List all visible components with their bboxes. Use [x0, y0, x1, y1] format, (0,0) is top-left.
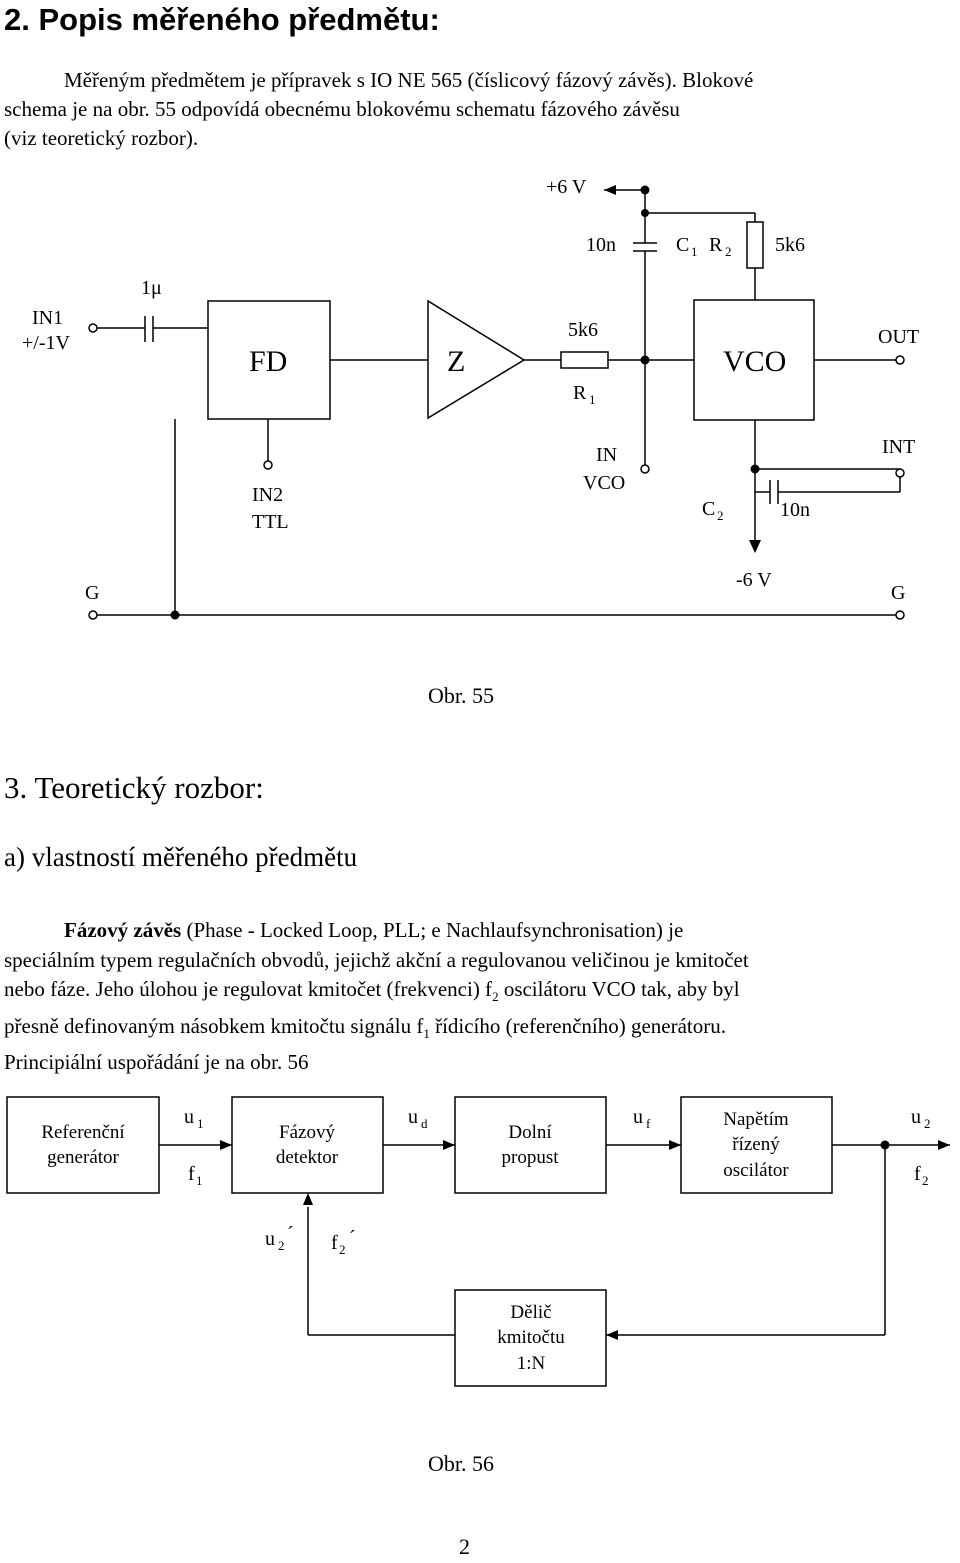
z-block-label: Z [447, 345, 466, 378]
out-label: OUT [878, 326, 920, 348]
c2-value-label: 10n [780, 499, 810, 521]
intro-line: Měřeným předmětem je přípravek s IO NE 565 (číslicový fázový závěs). Blokové [64, 68, 754, 92]
c2-label: C [702, 498, 716, 520]
phase-detector-label: detektor [275, 1147, 339, 1168]
intro-line: (viz teoretický rozbor). [4, 126, 199, 150]
r2-label: R [709, 234, 723, 256]
in1-level-label: +/-1V [22, 332, 70, 354]
figure-caption-55: Obr. 55 [428, 683, 494, 708]
paragraph-text: speciálním typem regulačních obvodů, jejichž akční a regulovanou veličinou je kmitočet [4, 947, 749, 972]
vco-block-label: VCO [723, 345, 787, 378]
paragraph-text: řídicího (referenčního) generátoru. [429, 1013, 727, 1038]
figure-caption-56: Obr. 56 [428, 1451, 494, 1476]
signal-sub: 2 [339, 1242, 346, 1257]
in1-label: IN1 [32, 307, 64, 329]
pll-circuit-schematic [0, 0, 960, 680]
signal-sub: 1 [197, 1116, 204, 1131]
signal-u1: u [184, 1106, 194, 1128]
signal-f2: f [914, 1163, 921, 1185]
paragraph-text: (Phase - Locked Loop, PLL; e Nachlaufsynchronisation) je [181, 918, 684, 942]
supply-pos-label: +6 V [546, 176, 587, 198]
r1-sub: 1 [589, 392, 596, 407]
vco-label: Napětím [723, 1109, 789, 1130]
paragraph-text: nebo fáze. Jeho úlohou je regulovat kmitočet (frekvenci) f [4, 977, 493, 1001]
theory-paragraph [4, 916, 959, 1078]
int-label: INT [882, 436, 916, 458]
subscript: 1 [423, 1025, 430, 1041]
vco-label: oscilátor [723, 1160, 789, 1181]
signal-ud: u [408, 1106, 418, 1128]
prime-mark: ´ [287, 1223, 294, 1245]
signal-u2-prime: u [265, 1228, 275, 1250]
vco-label: řízený [732, 1134, 780, 1155]
intro-line: schema je na obr. 55 odpovídá obecnému blokovému schematu fázového závěsu [4, 97, 680, 121]
lowpass-label: propust [501, 1147, 559, 1168]
c2-sub: 2 [717, 508, 724, 523]
signal-sub: 2 [924, 1116, 931, 1131]
ground-left-label: G [85, 582, 100, 604]
pll-block-diagram [0, 1080, 960, 1410]
in-vco-label: VCO [583, 472, 626, 494]
fd-block-label: FD [249, 345, 288, 378]
term-pll: Fázový závěs [64, 918, 182, 942]
signal-sub: d [421, 1116, 428, 1131]
section-heading-theory: 3. Teoretický rozbor: [4, 770, 264, 805]
r2-value-label: 5k6 [775, 234, 805, 256]
divider-label: kmitočtu [497, 1327, 565, 1348]
page-number: 2 [459, 1534, 470, 1559]
signal-uf: u [633, 1106, 643, 1128]
signal-f1: f [188, 1163, 195, 1185]
r2-sub: 2 [725, 244, 732, 259]
r1-label: R [573, 382, 587, 404]
in2-label: IN2 [252, 484, 284, 506]
c1-label: C [676, 234, 690, 256]
subscript: 2 [492, 989, 499, 1005]
r1-value-label: 5k6 [568, 319, 598, 341]
paragraph-text: přesně definovaným násobkem kmitočtu signálu f [4, 1013, 424, 1038]
paragraph-text: oscilátoru VCO tak, aby byl [498, 977, 740, 1001]
divider-label: Dělič [510, 1302, 552, 1323]
signal-sub: 1 [196, 1173, 203, 1188]
signal-sub: f [646, 1116, 651, 1131]
paragraph-text: Principiální uspořádání je na obr. 56 [4, 1050, 309, 1075]
input-cap-value: 1μ [141, 277, 162, 299]
subsection-heading: a) vlastností měřeného předmětu [4, 842, 358, 872]
divider-label: 1:N [516, 1353, 546, 1374]
prime-mark: ´ [349, 1227, 356, 1249]
c1-value-label: 10n [586, 234, 616, 256]
signal-f2-prime: f [331, 1232, 338, 1254]
in2-level-label: TTL [252, 511, 289, 533]
in-vco-label: IN [596, 444, 618, 466]
signal-sub: 2 [922, 1173, 929, 1188]
ref-gen-label: Referenční [41, 1122, 125, 1143]
signal-u2: u [911, 1106, 921, 1128]
lowpass-label: Dolní [508, 1122, 552, 1143]
supply-neg-label: -6 V [736, 569, 772, 591]
ground-right-label: G [891, 582, 906, 604]
section-heading-description: 2. Popis měřeného předmětu: [4, 2, 440, 37]
c1-sub: 1 [691, 244, 698, 259]
phase-detector-label: Fázový [279, 1122, 335, 1143]
signal-sub: 2 [278, 1238, 285, 1253]
ref-gen-label: generátor [47, 1147, 119, 1168]
